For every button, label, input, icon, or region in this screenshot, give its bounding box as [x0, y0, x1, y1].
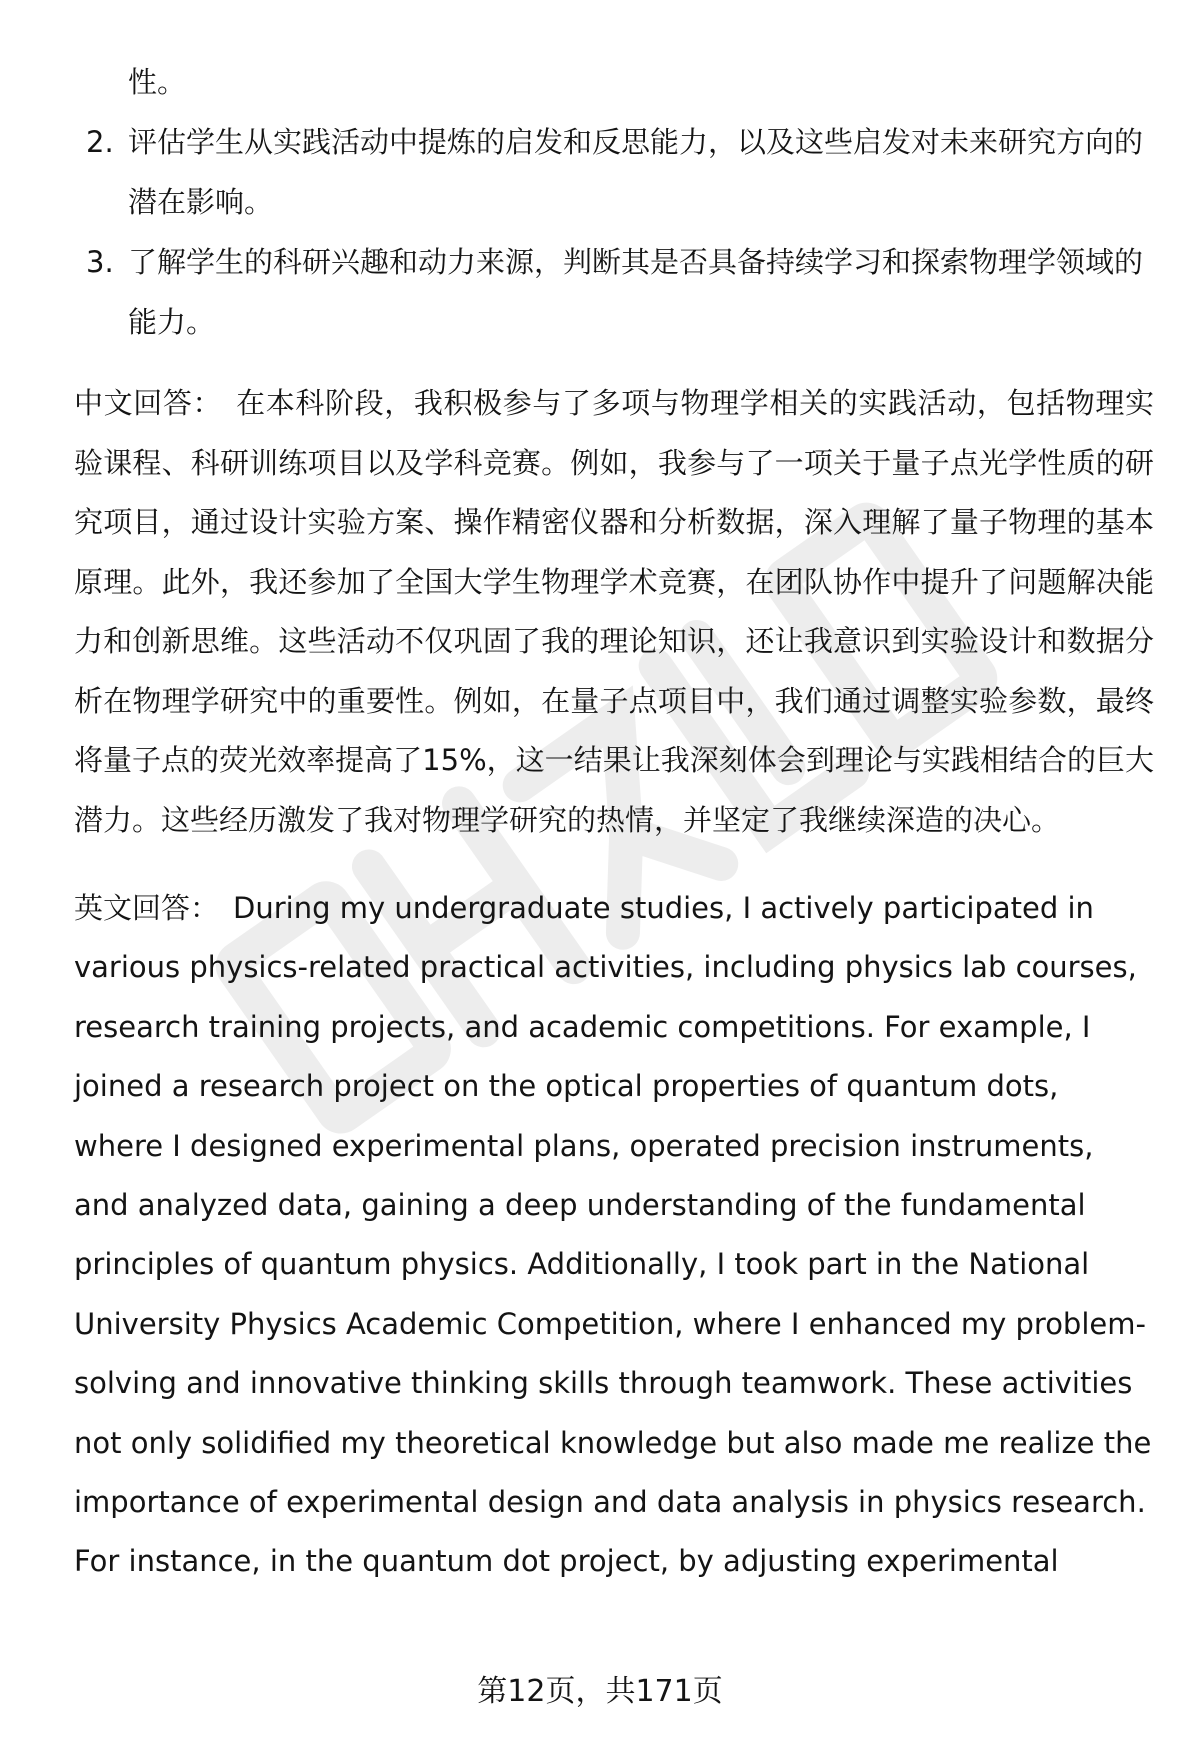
list-continuation: 性。	[128, 65, 187, 99]
chinese-answer-text: 在本科阶段，我积极参与了多项与物理学相关的实践活动，包括物理实验课程、科研训练项目以及学科竞赛。例如，我参与了一项关于量子点光学性质的研究项目，通过设计实验方案、操作精密仪器和分析数据，深入理解了量子物理的基本原理。此外，我还参加了全国大学生物理学术竞赛，在团队协作中提升了问题解决能力和创新思维。这些活动不仅巩固了我的理论知识，还让我意识到实验设计和数据分析在物理学研究中的重要性。例如，在量子点项目中，我们通过调整实验参数，最终将量子点的荧光效率提高了15%，这一结果让我深刻体会到理论与实践相结合的巨大潜力。这些经历激发了我对物理学研究的热情，并坚定了我继续深造的决心。	[74, 386, 1154, 837]
list-item-number: 3.	[86, 245, 114, 279]
english-answer-label: 英文回答：	[74, 891, 220, 925]
page-number: 第12页，共171页	[477, 1674, 723, 1709]
list-item	[74, 112, 1154, 232]
english-answer-text: During my undergraduate studies, I actively participated in various physics-related practical activities, including physics lab courses, research training projects, and academic competitions. For example, I joined a research project on the optical properties of quantum dots, where I designed experimental plans, operated precision instruments, and analyzed data, gaining a deep understanding of the fundamental principles of quantum physics. Additionally, I took part in the National University Physics Academic Competition, where I enhanced my problem-solving and innovative thinking skills through teamwork. These activities not only solidified my theoretical knowledge but also made me realize the importance of experimental design and data analysis in physics research. For instance, in the quantum dot project, by adjusting experimental	[74, 891, 1152, 1579]
document-page	[74, 52, 1154, 1621]
list-item-text: 了解学生的科研兴趣和动力来源，判断其是否具备持续学习和探索物理学领域的能力。	[128, 245, 1144, 339]
list-item-number: 2.	[86, 125, 114, 159]
list-item	[74, 232, 1154, 352]
evaluation-list	[74, 112, 1154, 352]
english-answer	[74, 879, 1154, 1592]
chinese-answer	[74, 374, 1154, 850]
list-item-text: 评估学生从实践活动中提炼的启发和反思能力，以及这些启发对未来研究方向的潜在影响。	[128, 125, 1144, 219]
chinese-answer-label: 中文回答：	[74, 386, 223, 420]
